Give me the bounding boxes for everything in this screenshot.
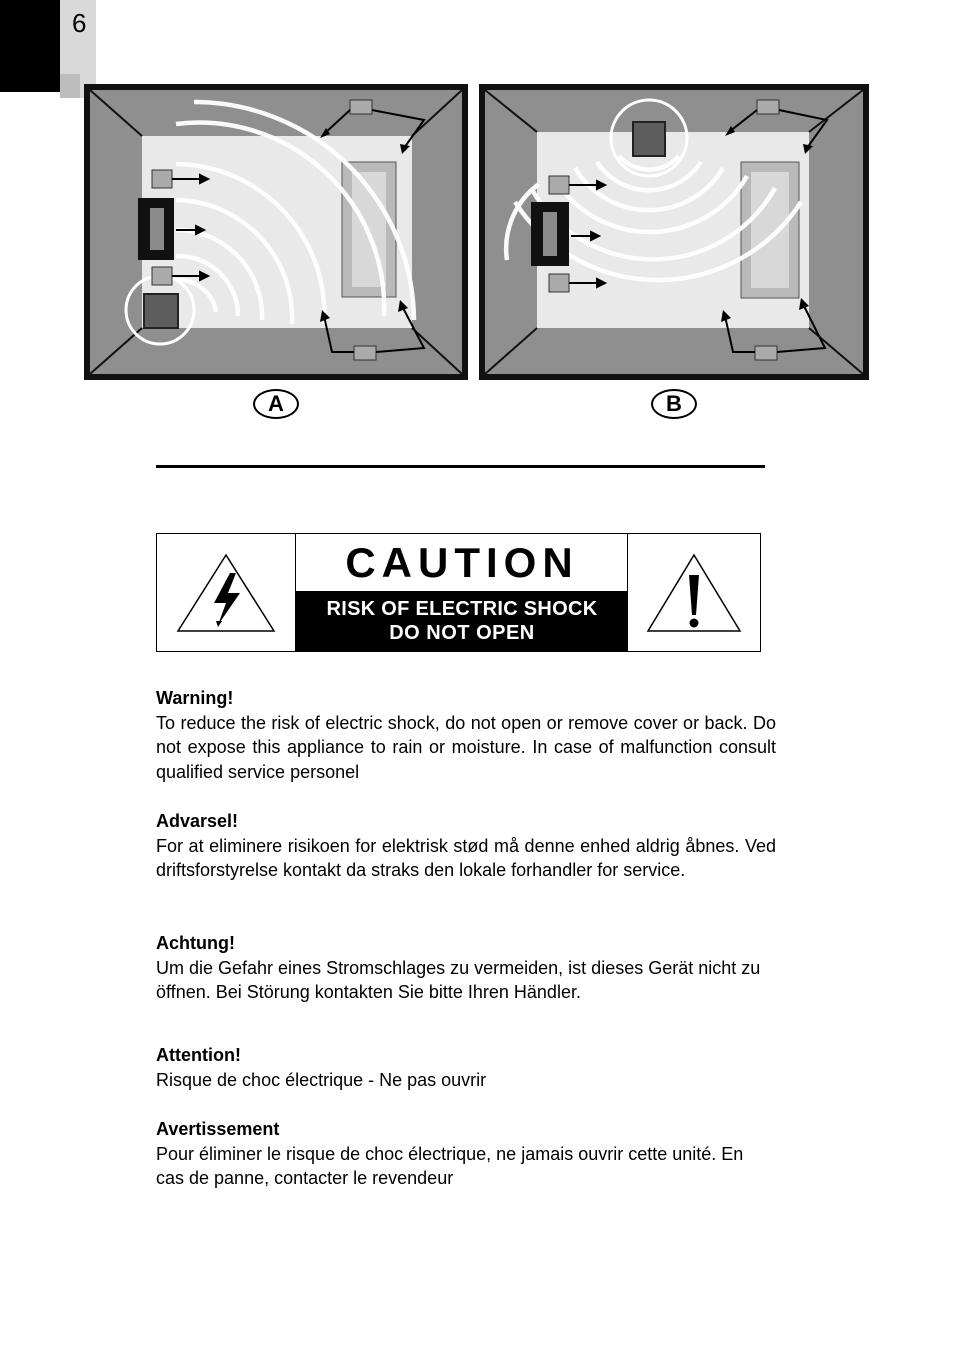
section-body: Risque de choc électrique - Ne pas ouvrir [156, 1069, 487, 1090]
page-tab-grey-shade [60, 74, 80, 98]
section-body: Um die Gefahr eines Stromschlages zu vermeiden, ist dieses Gerät nicht zu öffnen. Bei Störung kontakten Sie bitte Ihren Händler. [156, 957, 761, 1002]
section-heading: Warning! [156, 688, 234, 708]
section-body: For at eliminere risikoen for elektrisk stød må denne enhed aldrig åbnes. Ved driftsforstyrelse kontakt da straks den lokale forhandler for service. [156, 835, 776, 880]
caution-right-panel [627, 534, 760, 651]
caution-center-panel [296, 534, 628, 651]
warning-section-fr-1 [156, 1043, 776, 1092]
page-number: 6 [72, 8, 87, 38]
section-heading: Avertissement [156, 1119, 280, 1139]
speaker-placement-diagram-b [479, 84, 869, 380]
section-heading: Attention! [156, 1045, 241, 1065]
caution-line-2: DO NOT OPEN [389, 622, 535, 644]
warning-section-da [156, 809, 776, 883]
section-heading: Advarsel! [156, 811, 239, 831]
caution-band [296, 591, 628, 652]
section-divider [156, 465, 765, 468]
figure-label-b: B [651, 389, 697, 419]
page-tab-black [0, 0, 60, 92]
caution-sign [156, 533, 761, 652]
caution-left-panel [157, 534, 296, 651]
warning-section-fr-2 [156, 1117, 776, 1191]
section-body: Pour éliminer le risque de choc électrique, ne jamais ouvrir cette unité. En cas de panne, contacter le revendeur [156, 1143, 744, 1188]
lightning-warning-icon [174, 551, 278, 635]
figure-label-a: A [253, 389, 299, 419]
section-heading: Achtung! [156, 933, 235, 953]
warning-section-de [156, 931, 776, 1005]
caution-line-1: RISK OF ELECTRIC SHOCK [326, 598, 598, 620]
warning-section-en [156, 686, 776, 784]
exclamation-warning-icon [644, 551, 744, 635]
speaker-placement-diagram-a [84, 84, 468, 380]
caution-title: CAUTION [345, 539, 579, 586]
section-body: To reduce the risk of electric shock, do not open or remove cover or back. Do not expose this appliance to rain or moisture. In case of malfunction consult qualified service personel [156, 712, 776, 782]
